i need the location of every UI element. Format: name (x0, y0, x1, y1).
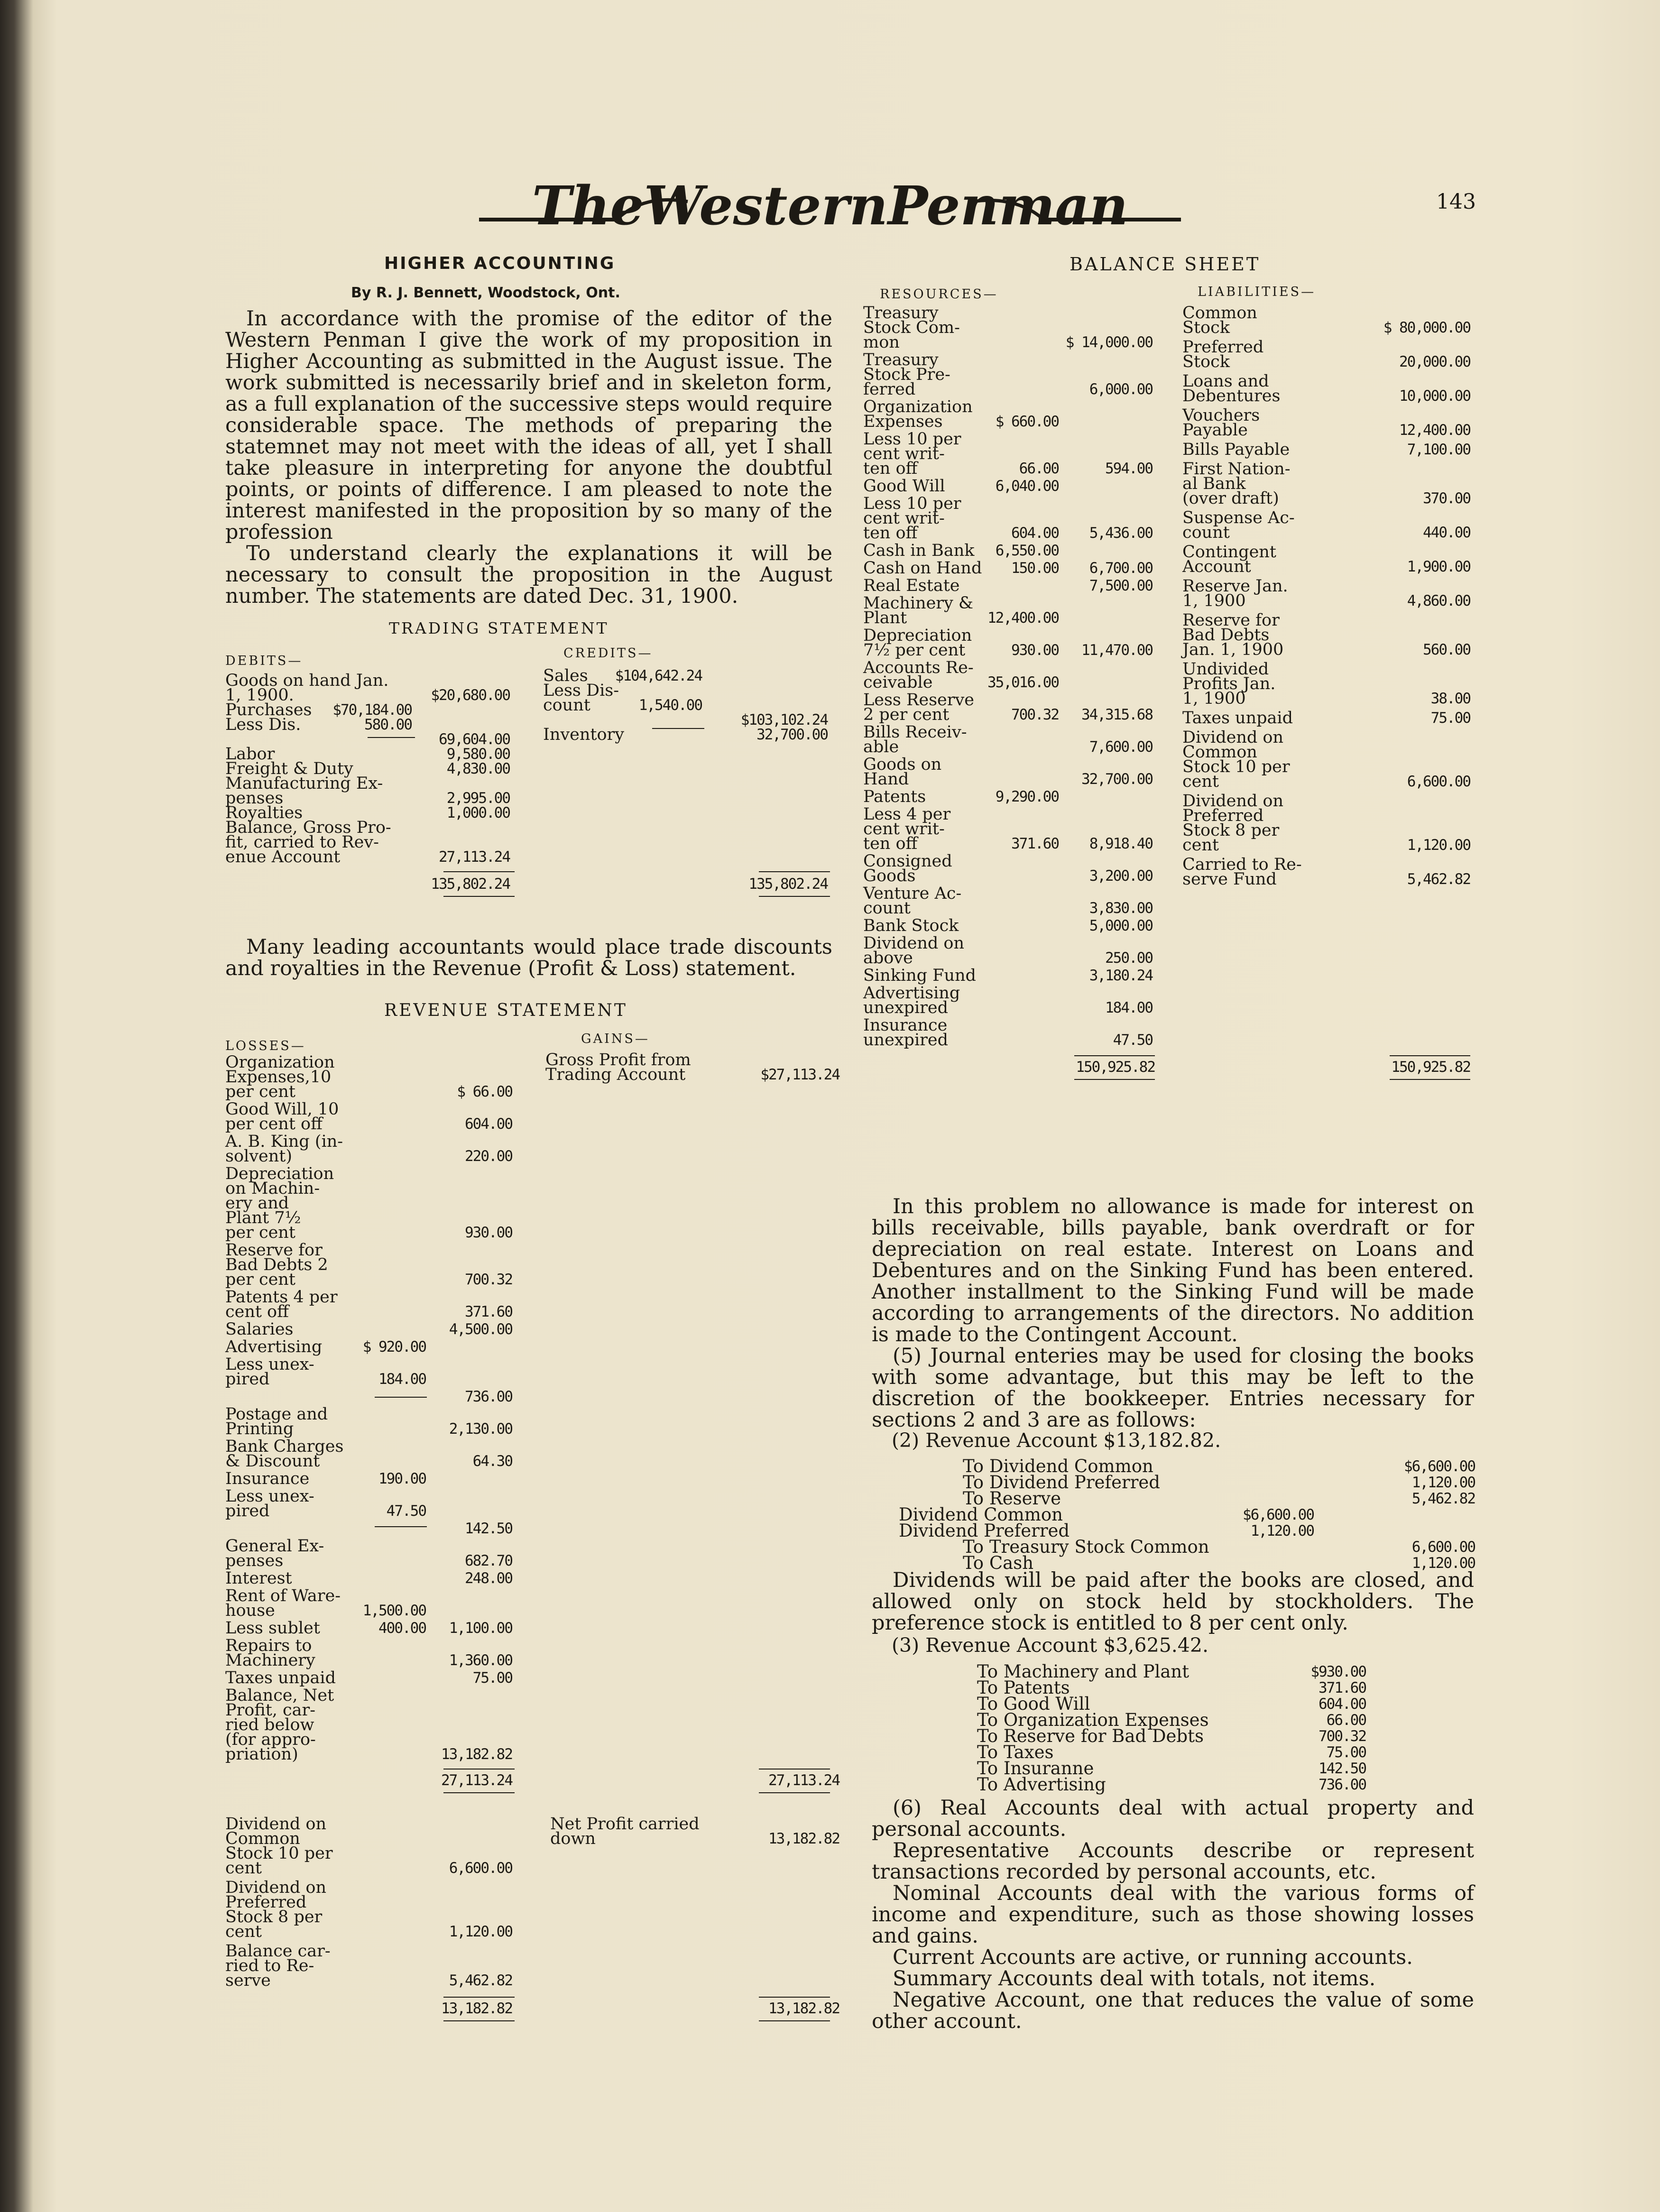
resource-label: Treasury Stock Pre- ferred (863, 350, 950, 399)
notes-para-1-text: In this problem no allowance is made for interest on bills receivable, bills payable, bank overdraft or for depreciation on real estate. Interest on Loans and Debentures and on the Sinking Fund has been entered. Another installment to the Sinking Fund will be made according to arrangements of the directors. No addition is made to the Contingent Account. (872, 1195, 1474, 1346)
journal2-line: To Dividend Preferred (963, 1472, 1160, 1493)
gain-amount: $27,113.24 (760, 1066, 839, 1083)
definition-paragraph: (6) Real Accounts deal with actual property and personal accounts. (872, 1796, 1474, 1841)
debit-total-underline (443, 896, 515, 897)
loss-amount: 700.32 (465, 1271, 512, 1288)
resource-amount: 5,000.00 (1089, 917, 1153, 934)
journal2-line: Dividend Preferred (899, 1521, 1070, 1541)
resource-label: Less 10 per cent writ- ten off (863, 430, 961, 478)
journal3-amount: 75.00 (1326, 1744, 1366, 1761)
resource-amount: 7,500.00 (1089, 577, 1153, 594)
masthead-logo (479, 168, 1181, 240)
loss-amount: 682.70 (465, 1552, 512, 1569)
credit-total: 135,802.24 (748, 876, 828, 893)
loss-amount: 75.00 (472, 1669, 512, 1687)
resource-total-rule (1074, 1055, 1155, 1056)
debit-amount: 1,000.00 (446, 804, 510, 821)
loss-inner-amount: $ 920.00 (362, 1338, 426, 1355)
loss-subtotal-rule-1 (375, 1397, 427, 1398)
resource-amount: 6,700.00 (1089, 560, 1153, 577)
journal2-amount: 6,600.00 (1411, 1539, 1475, 1556)
resource-amount: 5,436.00 (1089, 525, 1153, 542)
loss-amount: 4,500.00 (449, 1321, 512, 1338)
liability-total-rule (1390, 1055, 1470, 1056)
journal2-line: Dividend Common (899, 1504, 1063, 1525)
resource-label: Good Will (863, 477, 945, 496)
loss-label: Reserve for Bad Debts 2 per cent (225, 1241, 328, 1289)
article-byline: By R. J. Bennett, Woodstock, Ont. (351, 285, 620, 301)
journal2-mid-amount: $6,600.00 (1243, 1506, 1314, 1523)
resource-amount: 3,200.00 (1089, 867, 1153, 885)
liability-amount: 4,860.00 (1407, 592, 1470, 609)
gain-total-underline (759, 1792, 830, 1793)
resource-label: Machinery & Plant (863, 594, 974, 627)
liability-amount: 75.00 (1430, 710, 1470, 727)
debits-label: DEBITS— (225, 654, 303, 668)
resource-amount: 184.00 (1105, 999, 1153, 1016)
liability-amount: 10,000.00 (1399, 387, 1470, 405)
loss-amount: 13,182.82 (441, 1746, 512, 1763)
loss-label: Rent of Ware- house (225, 1586, 341, 1620)
journal3-line: To Good Will (977, 1694, 1090, 1714)
liability-label: Preferred Stock (1182, 338, 1264, 371)
page-number: 143 (1436, 190, 1476, 214)
loss-amount: 142.50 (465, 1520, 512, 1537)
notes-para-3 (872, 1570, 1474, 1634)
resource-amount: 32,700.00 (1081, 771, 1153, 788)
liability-label: Vouchers Payable (1182, 406, 1260, 440)
losses-label: LOSSES— (225, 1039, 306, 1053)
intro-text (225, 308, 832, 607)
appropriation-label: Dividend on Preferred Stock 8 per cent (225, 1878, 327, 1941)
loss-inner-amount: 190.00 (378, 1470, 426, 1487)
credit-inner-amount: 1,540.00 (638, 697, 702, 714)
net-profit-total: 13,182.82 (768, 2000, 839, 2017)
journal2-amount: 1,120.00 (1411, 1555, 1475, 1572)
debit-amount: 4,830.00 (446, 760, 510, 777)
liability-label: Dividend on Common Stock 10 per cent (1182, 728, 1290, 791)
resource-label: Bills Receiv- able (863, 723, 967, 756)
mid-paragraph (225, 937, 832, 979)
journal2-line: To Cash (963, 1553, 1034, 1573)
resource-inner-amount: 150.00 (1011, 560, 1059, 577)
credit-inner-amount: $104,642.24 (615, 667, 702, 684)
loss-subtotal-rule-2 (375, 1526, 427, 1527)
loss-label: Interest (225, 1569, 292, 1588)
loss-label: Less unex- pired (225, 1355, 314, 1389)
loss-amount: 736.00 (465, 1388, 512, 1405)
loss-label: Balance, Net Profit, car- ried below (for appro- priation) (225, 1686, 334, 1764)
definition-paragraph: Negative Account, one that reduces the value of some other account. (872, 1988, 1474, 2033)
notes-para-3-text: Dividends will be paid after the books are closed, and allowed only on stock held by stockholders. The preference stock is entitled to 8 per cent only. (872, 1568, 1474, 1635)
debit-label: Royalties (225, 803, 303, 822)
resource-total: 150,925.82 (1076, 1059, 1155, 1076)
appropriation-label: Dividend on Common Stock 10 per cent (225, 1815, 333, 1878)
journal2-line: To Reserve (963, 1488, 1061, 1509)
debit-label: Manufacturing Ex- penses (225, 774, 383, 808)
liability-label: Loans and Debentures (1182, 372, 1281, 406)
resource-inner-amount: 930.00 (1011, 642, 1059, 659)
resource-label: Accounts Re- ceivable (863, 658, 974, 692)
loss-amount: 930.00 (465, 1224, 512, 1241)
approp-total: 13,182.82 (441, 2000, 512, 2017)
debit-amount: 69,604.00 (439, 731, 510, 748)
gain-label: Gross Profit from Trading Account (545, 1051, 691, 1084)
net-profit-amount: 13,182.82 (768, 1830, 839, 1847)
debit-inner-amount: $70,184.00 (332, 701, 412, 719)
definition-paragraph: Current Accounts are active, or running accounts. (893, 1945, 1413, 1969)
loss-label: General Ex- penses (225, 1537, 324, 1570)
approp-total-underline (443, 2020, 515, 2021)
debit-label: Freight & Duty (225, 759, 353, 778)
loss-amount: 2,130.00 (449, 1420, 512, 1438)
liability-total: 150,925.82 (1391, 1059, 1470, 1076)
resource-inner-amount: 6,040.00 (995, 478, 1059, 495)
debit-label: Purchases (225, 700, 312, 719)
loss-amount: 604.00 (465, 1115, 512, 1133)
resource-amount: 8,918.40 (1089, 835, 1153, 852)
loss-amount: 64.30 (472, 1453, 512, 1470)
resource-inner-amount: 35,016.00 (987, 674, 1059, 691)
resource-inner-amount: 66.00 (1019, 460, 1059, 477)
loss-amount: $ 66.00 (457, 1083, 512, 1100)
liability-amount: 5,462.82 (1407, 871, 1470, 888)
liability-amount: $ 80,000.00 (1383, 319, 1470, 336)
liabilities-label: LIABILITIES— (1198, 285, 1316, 299)
appropriation-amount: 1,120.00 (449, 1923, 512, 1940)
loss-amount: 220.00 (465, 1148, 512, 1165)
resource-amount: 47.50 (1113, 1032, 1153, 1049)
resource-amount: 250.00 (1105, 949, 1153, 967)
resource-amount: 6,000.00 (1089, 381, 1153, 398)
loss-amount: 248.00 (465, 1570, 512, 1587)
notes-para-2-text: (5) Journal enteries may be used for closing the books with some advantage, but this may be left to the discretion of the bookkeeper. Entries necessary for sections 2 and 3 are as follows: (872, 1344, 1474, 1432)
resource-amount: 34,315.68 (1081, 706, 1153, 723)
journal3-amount: 604.00 (1319, 1696, 1366, 1713)
debit-total: 135,802.24 (431, 876, 510, 893)
loss-label: Less sublet (225, 1619, 320, 1638)
loss-total-underline (443, 1792, 515, 1793)
liability-amount: 38.00 (1430, 690, 1470, 707)
liability-label: Common Stock (1182, 304, 1257, 337)
resource-inner-amount: 700.32 (1011, 706, 1059, 723)
liability-label: First Nation- al Bank (over draft) (1182, 460, 1291, 508)
debit-amount: 2,995.00 (446, 790, 510, 807)
resource-inner-amount: $ 660.00 (995, 413, 1059, 430)
loss-amount: 371.60 (465, 1303, 512, 1320)
appropriation-label: Balance car- ried to Re- serve (225, 1942, 331, 1990)
balance-title: BALANCE SHEET (1070, 254, 1261, 275)
liability-total-underline (1390, 1079, 1470, 1080)
liability-label: Dividend on Preferred Stock 8 per cent (1182, 792, 1284, 855)
loss-total-rule (443, 1769, 515, 1770)
resource-label: Patents (863, 787, 926, 806)
net-profit-label: Net Profit carried down (550, 1815, 700, 1848)
liability-label: Reserve Jan. 1, 1900 (1182, 577, 1288, 610)
journal3-line: To Insuranne (977, 1758, 1094, 1779)
credit-amount: 32,700.00 (756, 726, 828, 743)
journal3-amount: 736.00 (1319, 1776, 1366, 1793)
loss-label: Postage and Printing (225, 1405, 328, 1438)
appropriation-amount: 5,462.82 (449, 1972, 512, 1989)
masthead-text: TheWesternPenman (532, 175, 1128, 237)
loss-label: Repairs to Machinery (225, 1636, 315, 1670)
journal3-line: To Taxes (977, 1742, 1054, 1762)
loss-label: Taxes unpaid (225, 1668, 336, 1687)
loss-label: Organization Expenses,10 per cent (225, 1053, 335, 1101)
net-total-underline (759, 2020, 830, 2021)
liability-amount: 370.00 (1423, 490, 1470, 507)
journal3-line: To Patents (977, 1677, 1070, 1698)
entry-3-head: (3) Revenue Account $3,625.42. (892, 1634, 1209, 1657)
journal2-mid-amount: 1,120.00 (1250, 1522, 1314, 1539)
liability-amount: 1,900.00 (1407, 558, 1470, 575)
loss-label: Patents 4 per cent off (225, 1288, 338, 1321)
journal2-line: To Treasury Stock Common (963, 1537, 1209, 1557)
notes-para-1 (872, 1196, 1474, 1431)
liability-label: Contingent Account (1182, 543, 1276, 576)
resource-label: Cash in Bank (863, 541, 975, 560)
debit-label: Goods on hand Jan. 1, 1900. (225, 671, 389, 705)
resource-label: Consigned Goods (863, 852, 952, 885)
loss-total: 27,113.24 (441, 1772, 512, 1789)
liability-amount: 7,100.00 (1407, 441, 1470, 458)
resource-label: Less Reserve 2 per cent (863, 691, 974, 724)
gain-total-rule (759, 1769, 830, 1770)
journal2-amount: 5,462.82 (1411, 1490, 1475, 1507)
journal3-amount: 371.60 (1319, 1679, 1366, 1696)
resource-label: Cash on Hand (863, 559, 982, 578)
resource-amount: 3,180.24 (1089, 967, 1153, 984)
resource-amount: 3,830.00 (1089, 900, 1153, 917)
gains-label: GAINS— (581, 1032, 650, 1046)
approp-total-rule (443, 1997, 515, 1998)
resource-label: Depreciation 7½ per cent (863, 626, 972, 660)
resource-label: Treasury Stock Com- mon (863, 304, 960, 352)
liability-label: Bills Payable (1182, 440, 1290, 459)
debit-label: Labor (225, 745, 275, 764)
definitions (872, 1797, 1474, 2032)
journal3-amount: 142.50 (1319, 1760, 1366, 1777)
journal2-line: To Dividend Common (963, 1456, 1153, 1476)
debit-label: Balance, Gross Pro- fit, carried to Rev- enue Account (225, 818, 391, 866)
liability-amount: 560.00 (1423, 641, 1470, 658)
journal3-amount: $930.00 (1310, 1663, 1366, 1680)
liability-label: Undivided Profits Jan. 1, 1900 (1182, 660, 1276, 708)
credit-label: Less Dis- count (543, 681, 619, 715)
resource-label: Venture Ac- count (863, 884, 962, 918)
loss-label: Bank Charges & Discount (225, 1437, 344, 1471)
credits-label: CREDITS— (563, 646, 653, 661)
resource-inner-amount: 9,290.00 (995, 788, 1059, 805)
journal3-line: To Advertising (977, 1774, 1106, 1795)
resource-total-underline (1074, 1079, 1155, 1080)
loss-amount: 1,360.00 (449, 1652, 512, 1669)
resources-label: RESOURCES— (880, 287, 998, 302)
liability-label: Reserve for Bad Debts Jan. 1, 1900 (1182, 611, 1284, 659)
definition-paragraph: Representative Accounts describe or represent transactions recorded by personal accounts, etc. (872, 1839, 1474, 1884)
resource-label: Dividend on above (863, 934, 965, 968)
debit-amount: 9,580.00 (446, 746, 510, 763)
resource-amount: $ 14,000.00 (1065, 334, 1153, 351)
debit-inner-amount: 580.00 (364, 716, 412, 733)
journal2-amount: $6,600.00 (1404, 1458, 1475, 1475)
loss-inner-amount: 400.00 (378, 1620, 426, 1637)
resource-label: Bank Stock (863, 916, 959, 935)
credit-total-underline (759, 896, 830, 897)
loss-label: Insurance (225, 1469, 310, 1488)
journal3-line: To Organization Expenses (977, 1710, 1209, 1730)
debit-label: Less Dis. (225, 715, 301, 734)
resource-label: Less 10 per cent writ- ten off (863, 494, 961, 543)
journal3-line: To Reserve for Bad Debts (977, 1726, 1204, 1746)
resource-inner-amount: 371.60 (1011, 835, 1059, 852)
intro-paragraph-1: In accordance with the promise of the editor of the Western Penman I give the work of my proposition in Higher Accounting as submitted in the August issue. The work submitted is necessarily brief and in skeleton form, as a full explanation of the successive steps would require considerable space. The methods of preparing the statemnet may not meet with the ideas of all, yet I shall take pleasure in interpreting for anyone the doubtful points, or points of difference. I am pleased to note the interest manifested in the proposition by so many of the profession (225, 307, 832, 544)
journal3-line: To Machinery and Plant (977, 1661, 1190, 1682)
resource-inner-amount: 6,550.00 (995, 542, 1059, 559)
resource-label: Less 4 per cent writ- ten off (863, 805, 951, 853)
resource-label: Goods on Hand (863, 755, 942, 789)
debit-amount: $20,680.00 (431, 687, 510, 704)
resource-label: Sinking Fund (863, 966, 976, 985)
loss-label: Advertising (225, 1337, 323, 1356)
definition-paragraph: Summary Accounts deal with totals, not items. (893, 1967, 1376, 1991)
loss-inner-amount: 47.50 (386, 1502, 426, 1520)
loss-label: Depreciation on Machin- ery and Plant 7½ per cent (225, 1164, 334, 1242)
liability-label: Carried to Re- serve Fund (1182, 855, 1302, 889)
liability-label: Taxes unpaid (1182, 709, 1293, 728)
loss-inner-amount: 1,500.00 (362, 1602, 426, 1619)
credit-subtotal-rule (652, 728, 704, 729)
liability-amount: 440.00 (1423, 524, 1470, 541)
resource-amount: 11,470.00 (1081, 642, 1153, 659)
resource-label: Insurance unexpired (863, 1016, 948, 1050)
article-title: HIGHER ACCOUNTING (384, 254, 616, 273)
liability-label: Suspense Ac- count (1182, 508, 1295, 542)
debit-amount: 27,113.24 (439, 848, 510, 866)
entry-2-head: (2) Revenue Account $13,182.82. (892, 1429, 1221, 1452)
credit-total-rule (759, 871, 830, 872)
credit-amount: $103,102.24 (740, 711, 828, 728)
resource-amount: 594.00 (1105, 460, 1153, 477)
loss-inner-amount: 184.00 (378, 1371, 426, 1388)
credit-label: Inventory (543, 725, 625, 744)
resource-label: Advertising unexpired (863, 984, 960, 1017)
loss-label: Salaries (225, 1320, 294, 1339)
liability-amount: 6,600.00 (1407, 773, 1470, 790)
appropriation-amount: 6,600.00 (449, 1860, 512, 1877)
loss-label: Good Will, 10 per cent off (225, 1100, 339, 1134)
resource-inner-amount: 604.00 (1011, 525, 1059, 542)
journal2-amount: 1,120.00 (1411, 1474, 1475, 1491)
resource-label: Organization Expenses (863, 397, 973, 431)
gain-total: 27,113.24 (768, 1772, 839, 1789)
debit-subtotal-rule (368, 737, 415, 738)
resource-inner-amount: 12,400.00 (987, 609, 1059, 627)
net-total-rule (759, 1997, 830, 1998)
liability-amount: 12,400.00 (1399, 422, 1470, 439)
resource-label: Real Estate (863, 576, 960, 595)
loss-label: A. B. King (in- solvent) (225, 1132, 343, 1166)
liability-amount: 20,000.00 (1399, 353, 1470, 370)
journal3-amount: 66.00 (1326, 1712, 1366, 1729)
trading-title: TRADING STATEMENT (389, 619, 609, 637)
intro-paragraph-2: To understand clearly the explanations it will be necessary to consult the proposition in the August number. The statements are dated Dec. 31, 1900. (225, 542, 832, 608)
resource-amount: 7,600.00 (1089, 738, 1153, 756)
liability-amount: 1,120.00 (1407, 837, 1470, 854)
mid-paragraph-text: Many leading accountants would place trade discounts and royalties in the Revenue (Profit & Loss) statement. (225, 935, 832, 980)
journal3-amount: 700.32 (1319, 1728, 1366, 1745)
loss-label: Less unex- pired (225, 1487, 314, 1521)
definition-paragraph: Nominal Accounts deal with the various forms of income and expenditure, such as those showing losses and gains. (872, 1881, 1474, 1948)
revenue-title: REVENUE STATEMENT (384, 1001, 627, 1020)
debit-total-rule (443, 871, 515, 872)
loss-amount: 1,100.00 (449, 1620, 512, 1637)
credit-label: Sales (543, 666, 588, 685)
